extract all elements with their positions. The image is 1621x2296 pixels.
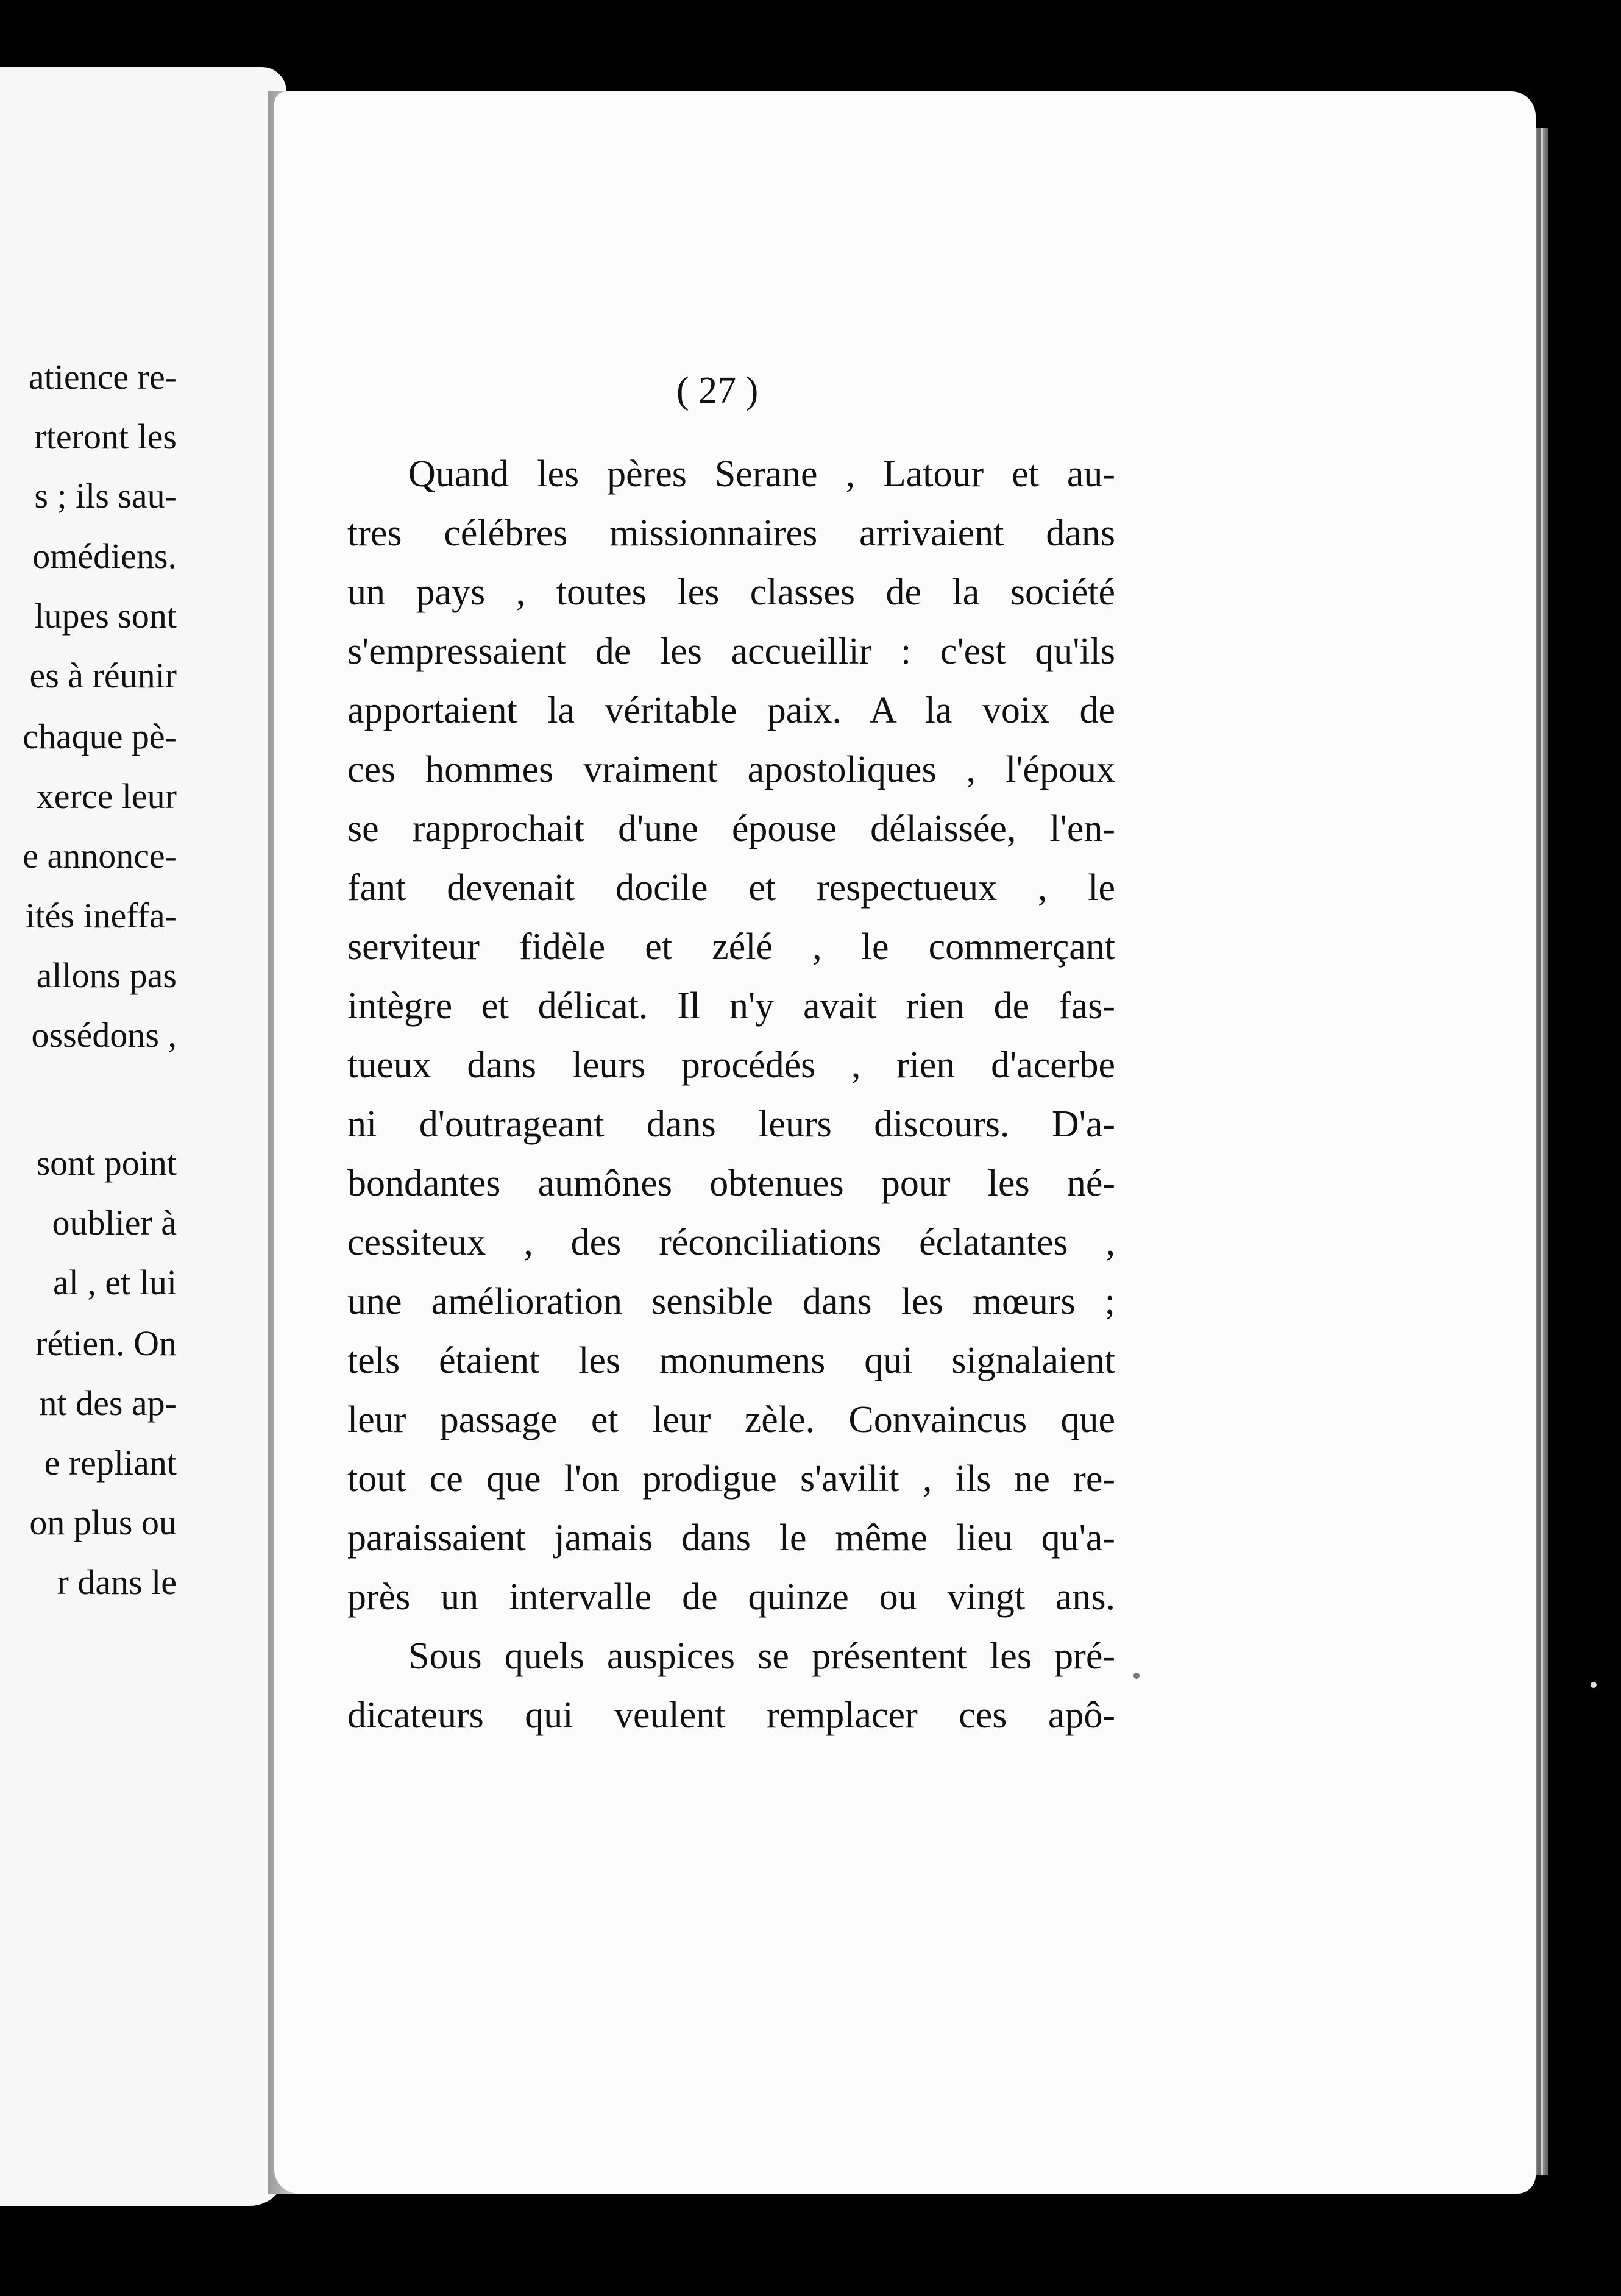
left-page-line: es à réunir [29, 656, 177, 695]
text-line: une amélioration sensible dans les mœurs ; [347, 1281, 1115, 1322]
text-line: cessiteux , des réconciliations éclatantes , [347, 1222, 1115, 1263]
text-line: ni d'outrageant dans leurs discours. D'a- [347, 1104, 1115, 1145]
text-line: dicateurs qui veulent remplacer ces apô- [347, 1695, 1115, 1736]
left-facing-page [0, 67, 286, 2206]
text-line: Quand les pères Serane , Latour et au- [408, 453, 1115, 495]
text-line: serviteur fidèle et zélé , le commerçant [347, 926, 1115, 968]
left-page-line: al , et lui [53, 1263, 177, 1302]
left-page-line: lupes sont [34, 596, 177, 636]
left-page-line: e annonce- [23, 836, 177, 876]
text-line: leur passage et leur zèle. Convaincus que [347, 1399, 1115, 1440]
text-line: s'empressaient de les accueillir : c'est qu'ils [347, 631, 1115, 672]
text-line: paraissaient jamais dans le même lieu qu'a- [347, 1517, 1115, 1559]
left-page-line: on plus ou [29, 1503, 177, 1542]
left-page-line: r dans le [57, 1562, 177, 1602]
left-page-line: chaque pè- [23, 717, 177, 756]
left-page-line: ités ineffa- [25, 896, 177, 935]
text-line: fant devenait docile et respectueux , le [347, 867, 1115, 909]
left-page-line: omédiens. [32, 536, 177, 576]
page-number: ( 27 ) [676, 370, 759, 411]
left-page-line: s ; ils sau- [34, 476, 177, 516]
left-page-line: ossédons , [31, 1015, 177, 1055]
text-line: près un intervalle de quinze ou vingt ans. [347, 1576, 1115, 1618]
left-page-line: xerce leur [36, 776, 177, 816]
text-line: intègre et délicat. Il n'y avait rien de fas- [347, 985, 1115, 1027]
text-line: tres célébres missionnaires arrivaient dans [347, 512, 1115, 554]
left-page-line: rétien. On [35, 1323, 177, 1363]
left-page-line: nt des ap- [39, 1383, 177, 1423]
left-page-line: e repliant [44, 1443, 177, 1483]
text-line: un pays , toutes les classes de la société [347, 572, 1115, 613]
text-line: se rapprochait d'une épouse délaissée, l'en- [347, 808, 1115, 849]
text-line: apportaient la véritable paix. A la voix de [347, 690, 1115, 731]
body-text [347, 445, 1115, 1745]
text-line: Sous quels auspices se présentent les pré- [408, 1635, 1115, 1677]
specks [1133, 1673, 1140, 1679]
left-page-line: atience re- [28, 357, 177, 397]
text-line: tueux dans leurs procédés , rien d'acerbe [347, 1044, 1115, 1086]
left-page-line: oublier à [52, 1203, 177, 1242]
text-line: tels étaient les monumens qui signalaient [347, 1340, 1115, 1381]
text-line: tout ce que l'on prodigue s'avilit , ils ne re- [347, 1458, 1115, 1500]
text-line: ces hommes vraiment apostoliques , l'époux [347, 749, 1115, 790]
text-line: bondantes aumônes obtenues pour les né- [347, 1163, 1115, 1204]
left-page-line: sont point [36, 1143, 177, 1183]
left-page-line: rteront les [34, 417, 177, 456]
left-page-line: allons pas [36, 955, 177, 995]
specks [1591, 1682, 1597, 1688]
